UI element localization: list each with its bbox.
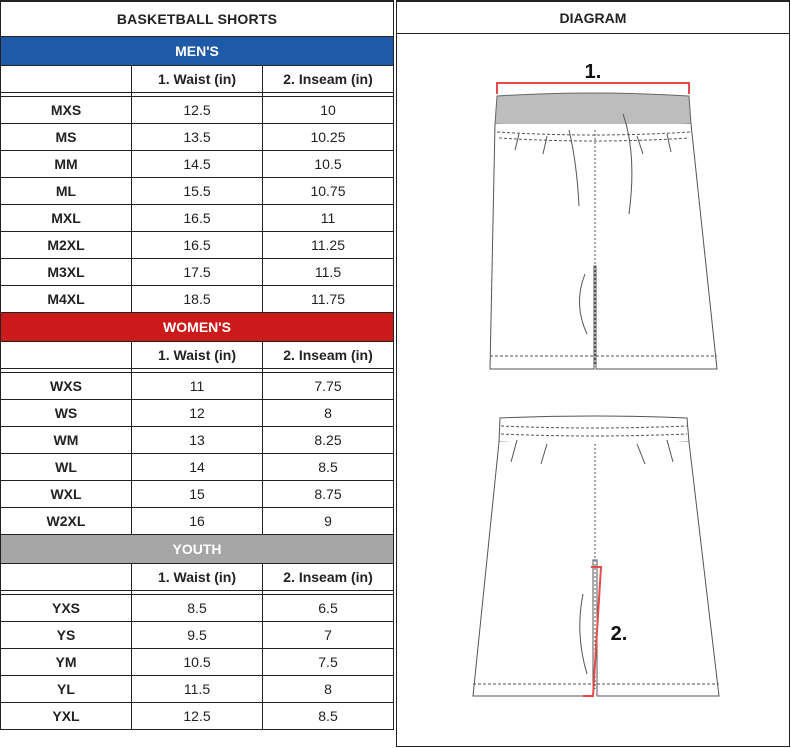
waist-cell: 14 [132, 454, 263, 481]
table-row [1, 373, 394, 400]
size-cell: MXS [1, 97, 132, 124]
size-cell: M3XL [1, 259, 132, 286]
column-header-row [1, 66, 394, 93]
waist-cell: 13 [132, 427, 263, 454]
section-header-row-womens [1, 313, 394, 342]
table-row [1, 649, 394, 676]
column-header-inseam: 2. Inseam (in) [263, 342, 394, 369]
inseam-label: 2. [610, 623, 628, 645]
table-row [1, 595, 394, 622]
inseam-cell: 11.25 [263, 232, 394, 259]
inseam-cell: 10.5 [263, 151, 394, 178]
table-row [1, 703, 394, 730]
waist-cell: 15 [132, 481, 263, 508]
table-row [1, 97, 394, 124]
column-header-size [1, 564, 132, 591]
inseam-cell: 7.75 [263, 373, 394, 400]
table-row [1, 622, 394, 649]
waist-cell: 14.5 [132, 151, 263, 178]
inseam-cell: 8.5 [263, 454, 394, 481]
column-header-size [1, 66, 132, 93]
inseam-cell: 7 [263, 622, 394, 649]
inseam-cell: 8 [263, 400, 394, 427]
inseam-cell: 11 [263, 205, 394, 232]
inseam-cell: 8.25 [263, 427, 394, 454]
waist-cell: 16.5 [132, 232, 263, 259]
waist-cell: 8.5 [132, 595, 263, 622]
section-header-row-youth [1, 535, 394, 564]
diagram-title: DIAGRAM [396, 0, 790, 34]
diagram-area [396, 33, 790, 747]
waist-cell: 12 [132, 400, 263, 427]
table-row [1, 508, 394, 535]
table-row [1, 427, 394, 454]
size-cell: YL [1, 676, 132, 703]
table-row [1, 232, 394, 259]
inseam-cell: 10.25 [263, 124, 394, 151]
column-header-waist: 1. Waist (in) [132, 564, 263, 591]
table-row [1, 124, 394, 151]
inseam-cell: 6.5 [263, 595, 394, 622]
size-cell: M2XL [1, 232, 132, 259]
section-header-row-mens [1, 37, 394, 66]
front-shorts-illustration [490, 93, 717, 369]
column-header-waist: 1. Waist (in) [132, 66, 263, 93]
size-cell: WL [1, 454, 132, 481]
table-row [1, 454, 394, 481]
table-row [1, 205, 394, 232]
table-row [1, 259, 394, 286]
waist-cell: 11 [132, 373, 263, 400]
section-header-youth: YOUTH [1, 535, 394, 564]
inseam-cell: 10 [263, 97, 394, 124]
waist-cell: 16 [132, 508, 263, 535]
waist-cell: 9.5 [132, 622, 263, 649]
size-cell: MS [1, 124, 132, 151]
inseam-cell: 11.5 [263, 259, 394, 286]
section-header-womens: WOMEN'S [1, 313, 394, 342]
size-cell: M4XL [1, 286, 132, 313]
size-cell: YXS [1, 595, 132, 622]
waist-cell: 18.5 [132, 286, 263, 313]
section-header-mens: MEN'S [1, 37, 394, 66]
size-cell: WXS [1, 373, 132, 400]
inseam-cell: 7.5 [263, 649, 394, 676]
table-row [1, 178, 394, 205]
size-table [0, 0, 394, 730]
waist-label: 1. [584, 61, 602, 83]
inseam-cell: 11.75 [263, 286, 394, 313]
column-header-size [1, 342, 132, 369]
waist-cell: 10.5 [132, 649, 263, 676]
column-header-row [1, 342, 394, 369]
column-header-row [1, 564, 394, 591]
waist-measure-bracket [497, 83, 689, 94]
table-row [1, 676, 394, 703]
column-header-inseam: 2. Inseam (in) [263, 564, 394, 591]
size-cell: WM [1, 427, 132, 454]
waist-cell: 15.5 [132, 178, 263, 205]
waist-cell: 17.5 [132, 259, 263, 286]
inseam-cell: 8.75 [263, 481, 394, 508]
table-row [1, 400, 394, 427]
inseam-cell: 8.5 [263, 703, 394, 730]
size-cell: WS [1, 400, 132, 427]
waist-cell: 12.5 [132, 703, 263, 730]
size-cell: WXL [1, 481, 132, 508]
table-row [1, 286, 394, 313]
inseam-cell: 10.75 [263, 178, 394, 205]
size-cell: MXL [1, 205, 132, 232]
size-cell: YXL [1, 703, 132, 730]
size-cell: YS [1, 622, 132, 649]
waist-cell: 16.5 [132, 205, 263, 232]
waist-cell: 12.5 [132, 97, 263, 124]
size-cell: ML [1, 178, 132, 205]
waist-cell: 11.5 [132, 676, 263, 703]
shorts-diagram [397, 34, 791, 748]
column-header-waist: 1. Waist (in) [132, 342, 263, 369]
table-row [1, 481, 394, 508]
size-cell: MM [1, 151, 132, 178]
size-cell: YM [1, 649, 132, 676]
table-title: BASKETBALL SHORTS [1, 1, 394, 37]
size-table-container [0, 0, 394, 730]
column-header-inseam: 2. Inseam (in) [263, 66, 394, 93]
table-row [1, 151, 394, 178]
inseam-cell: 8 [263, 676, 394, 703]
inseam-cell: 9 [263, 508, 394, 535]
waist-cell: 13.5 [132, 124, 263, 151]
size-cell: W2XL [1, 508, 132, 535]
